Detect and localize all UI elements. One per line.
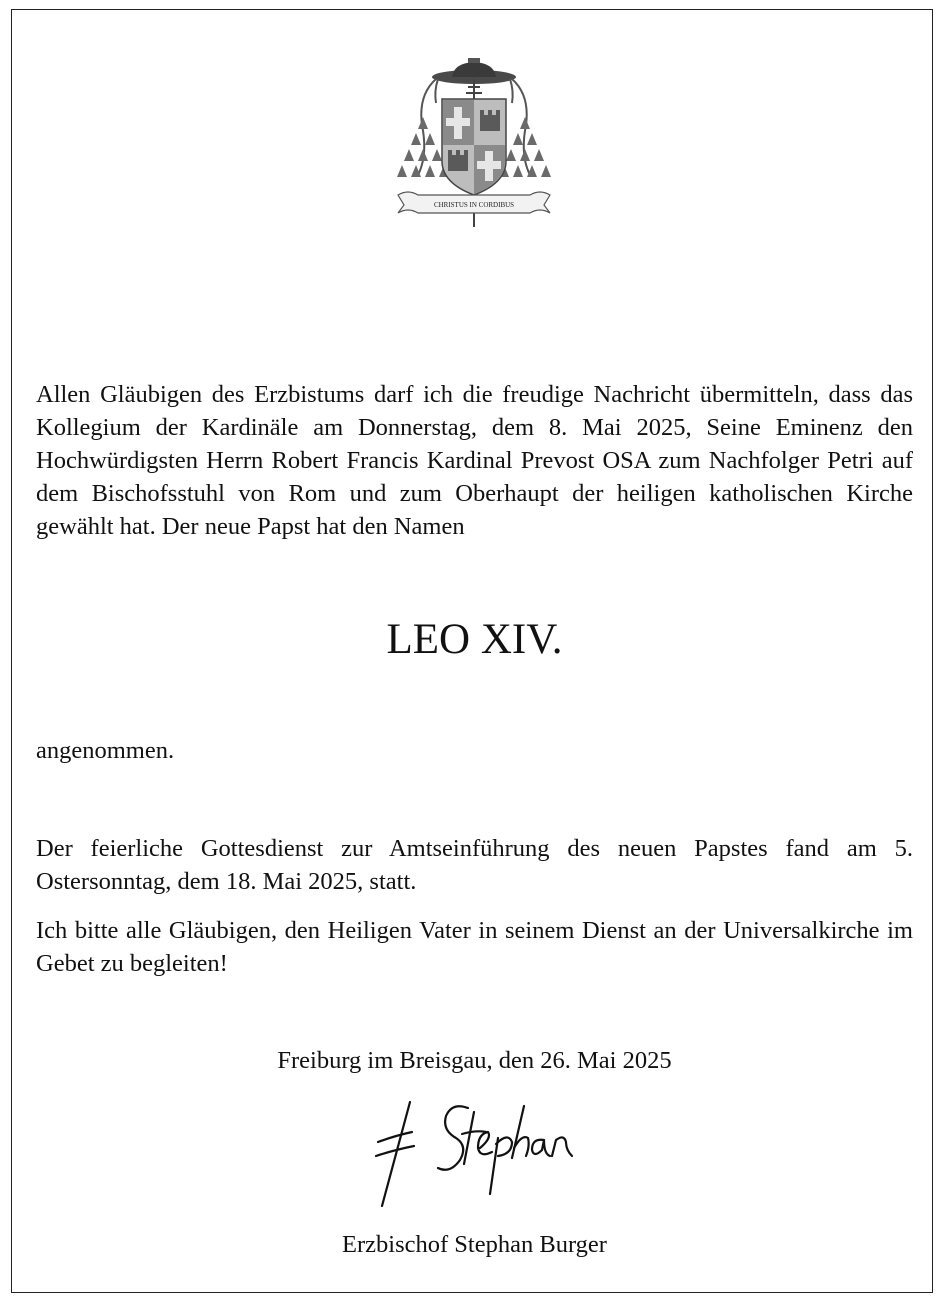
place-date: Freiburg im Breisgau, den 26. Mai 2025 <box>277 1047 672 1074</box>
handwritten-signature-icon <box>372 1098 582 1210</box>
request-paragraph: Ich bitte alle Gläubigen, den Heiligen Vater in seinem Dienst an der Universalkirche im Gebet zu begleiten! <box>36 917 913 977</box>
accepted-line: angenommen. <box>36 737 175 764</box>
signer-name: Erzbischof Stephan Burger <box>342 1231 607 1258</box>
service-paragraph: Der feierliche Gottesdienst zur Amtseinführung des neuen Papstes fand am 5. Ostersonntag, dem 18. Mai 2025, statt. <box>36 835 913 895</box>
pope-name-heading: LEO XIV. <box>386 616 563 663</box>
coat-of-arms-icon <box>388 55 560 230</box>
intro-paragraph: Allen Gläubigen des Erzbistums darf ich die freudige Nachricht übermitteln, dass das Kollegium der Kardinäle am Donnerstag, dem 8. Mai 2025, Seine Eminenz den Hochwürdigsten Herrn Robert Francis Kardinal Prevost OSA zum Nachfolger Petri auf dem Bischofsstuhl von Rom und zum Oberhaupt der heiligen katholischen Kirche gewählt hat. Der neue Papst hat den Namen <box>36 381 913 540</box>
svg-text:CHRISTUS IN CORDIBUS: CHRISTUS IN CORDIBUS <box>433 201 515 209</box>
